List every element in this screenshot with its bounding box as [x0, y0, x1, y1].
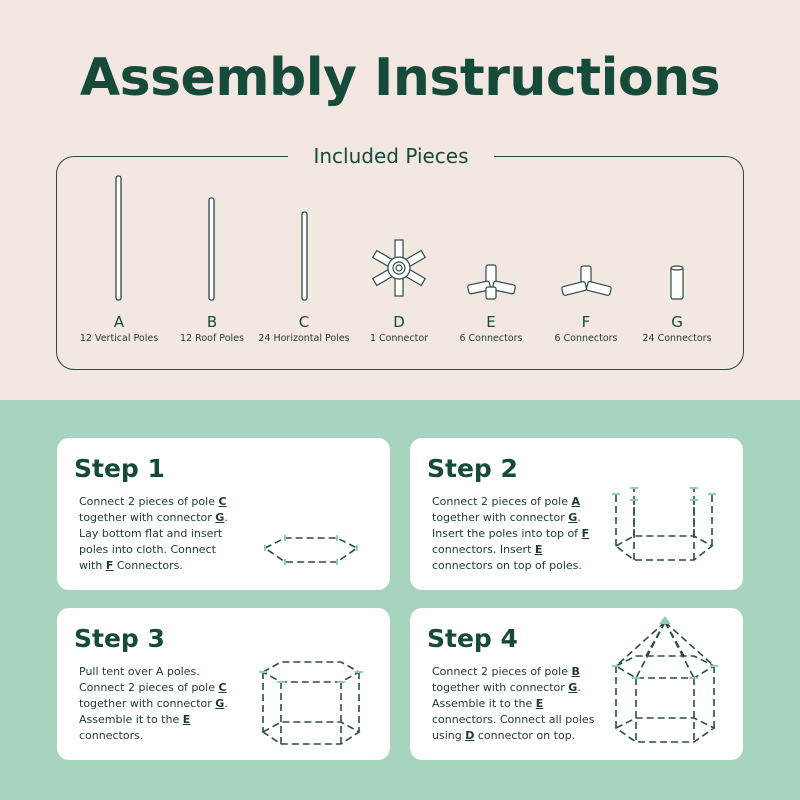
- step-text: [432, 494, 612, 574]
- step-line-text: together with connector: [79, 511, 216, 524]
- step-3-illustration: [257, 654, 367, 754]
- step-text: [79, 494, 259, 574]
- connector-g-icon: [671, 266, 683, 299]
- step-card-1: [57, 438, 390, 590]
- step-title: Step 4: [427, 624, 518, 653]
- piece-letter: F: [581, 313, 591, 331]
- step-line-text: Assemble it to the: [432, 697, 536, 710]
- piece-e: [436, 312, 546, 346]
- pole-c-icon: [302, 212, 307, 300]
- step-text: [79, 664, 259, 744]
- pole-b-icon: [209, 198, 214, 300]
- piece-reference: E: [534, 543, 543, 556]
- step-line: [79, 542, 259, 558]
- step-4-illustration: [610, 614, 730, 756]
- step-line: [432, 680, 612, 696]
- piece-g: [622, 312, 732, 346]
- step-line-text: .: [577, 681, 581, 694]
- piece-reference: E: [182, 713, 191, 726]
- piece-reference: C: [218, 495, 227, 508]
- step-title: Step 1: [74, 454, 165, 483]
- step-card-2: [410, 438, 743, 590]
- step-line-text: together with connector: [79, 697, 216, 710]
- piece-reference: C: [218, 681, 227, 694]
- step-1-illustration: [257, 518, 377, 578]
- piece-letter: E: [486, 313, 496, 331]
- piece-reference: D: [465, 729, 475, 742]
- piece-description: 24 Horizontal Poles: [258, 333, 350, 344]
- piece-description: 24 Connectors: [642, 333, 712, 344]
- step-line: [432, 728, 612, 744]
- step-line-text: .: [224, 697, 228, 710]
- piece-reference: E: [535, 697, 544, 710]
- step-line: [79, 558, 259, 574]
- step-line: [432, 542, 612, 558]
- piece-reference: G: [215, 697, 225, 710]
- step-line-text: connectors on top of poles.: [432, 559, 582, 572]
- step-line-text: Assemble it to the: [79, 713, 183, 726]
- step-line-text: poles into cloth. Connect: [79, 543, 216, 556]
- step-line: [432, 696, 612, 712]
- step-line-text: .: [577, 511, 581, 524]
- included-pieces-heading: Included Pieces: [288, 140, 494, 172]
- connector-d-icon: [373, 240, 425, 296]
- step-line-text: Insert the poles into top of: [432, 527, 582, 540]
- step-line-text: connectors. Connect all poles: [432, 713, 595, 726]
- step-card-4: [410, 608, 743, 760]
- piece-description: 12 Vertical Poles: [79, 333, 159, 344]
- piece-letter: B: [206, 313, 218, 331]
- step-line: [79, 696, 259, 712]
- page-title: Assembly Instructions: [79, 48, 721, 108]
- step-line-text: connector on top.: [474, 729, 576, 742]
- step-line-text: Connectors.: [113, 559, 183, 572]
- piece-reference: A: [571, 495, 580, 508]
- step-line: [432, 494, 612, 510]
- step-line-text: Connect 2 pieces of pole: [79, 681, 219, 694]
- step-line: [79, 728, 259, 744]
- connector-f-icon: [561, 266, 611, 296]
- step-line: [432, 558, 612, 574]
- step-line: [432, 664, 612, 680]
- step-line-text: Connect 2 pieces of pole: [432, 665, 572, 678]
- step-line-text: .: [224, 511, 228, 524]
- piece-reference: G: [568, 511, 578, 524]
- step-line: [432, 510, 612, 526]
- piece-reference: F: [581, 527, 590, 540]
- piece-description: 6 Connectors: [554, 333, 618, 344]
- step-line: [79, 510, 259, 526]
- step-line: [79, 526, 259, 542]
- step-line: [79, 494, 259, 510]
- step-line: [79, 680, 259, 696]
- step-line: [79, 712, 259, 728]
- piece-description: 12 Roof Poles: [180, 333, 244, 344]
- pole-a-icon: [116, 176, 121, 300]
- piece-c: [249, 312, 359, 346]
- step-line-text: connectors. Insert: [432, 543, 535, 556]
- step-line-text: together with connector: [432, 681, 569, 694]
- piece-letter: G: [671, 313, 683, 331]
- step-line-text: with: [79, 559, 106, 572]
- step-card-3: [57, 608, 390, 760]
- piece-reference: G: [215, 511, 225, 524]
- step-2-illustration: [610, 476, 728, 576]
- piece-letter: A: [113, 313, 125, 331]
- piece-description: 6 Connectors: [459, 333, 523, 344]
- step-line-text: Connect 2 pieces of pole: [79, 495, 219, 508]
- step-line: [432, 526, 612, 542]
- piece-letter: D: [393, 313, 405, 331]
- step-line-text: together with connector: [432, 511, 569, 524]
- step-line-text: Lay bottom flat and insert: [79, 527, 223, 540]
- step-line-text: Pull tent over A poles.: [79, 665, 200, 678]
- piece-description: 1 Connector: [369, 333, 429, 344]
- piece-reference: B: [571, 665, 580, 678]
- step-line: [79, 664, 259, 680]
- connector-e-icon: [467, 265, 515, 299]
- piece-reference: G: [568, 681, 578, 694]
- step-text: [432, 664, 612, 744]
- step-line-text: connectors.: [79, 729, 144, 742]
- piece-reference: F: [105, 559, 114, 572]
- step-line: [432, 712, 612, 728]
- step-title: Step 2: [427, 454, 518, 483]
- step-line-text: using: [432, 729, 466, 742]
- step-title: Step 3: [74, 624, 165, 653]
- step-line-text: Connect 2 pieces of pole: [432, 495, 572, 508]
- piece-letter: C: [298, 313, 310, 331]
